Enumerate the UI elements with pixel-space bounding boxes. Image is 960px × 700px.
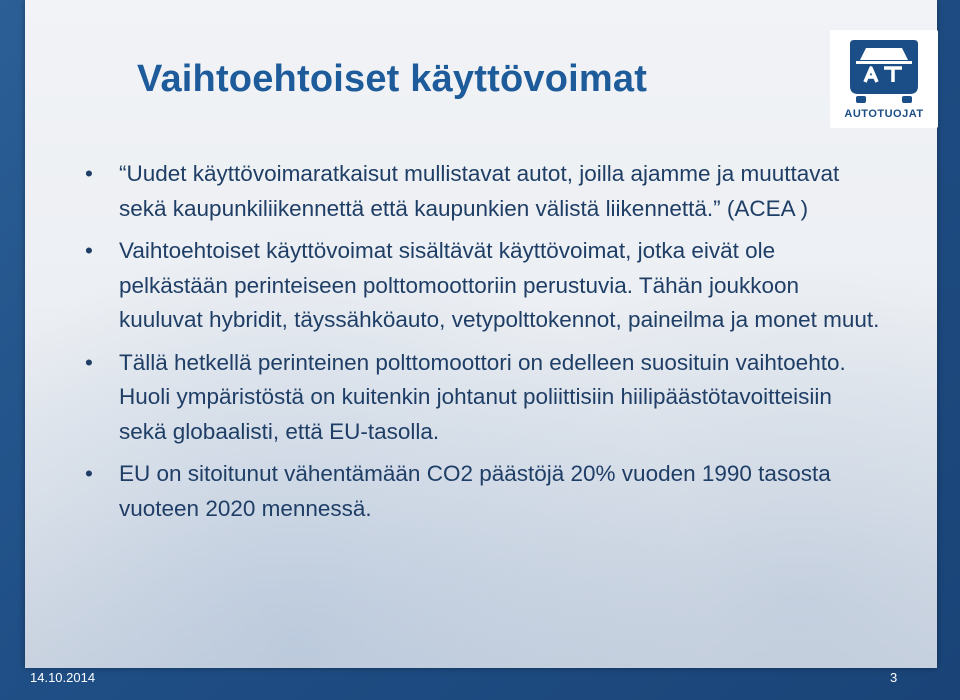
bullet-marker: • <box>85 161 93 186</box>
bullet-text: Tällä hetkellä perinteinen polttomoottori on edelleen suosituin vaihtoehto. Huoli ympäristöstä on kuitenkin johtanut poliittisiin hiilipäästötavoitteisiin sekä globaalisti, että EU-tasolla. <box>119 349 846 444</box>
logo-text: AUTOTUOJAT <box>844 108 924 120</box>
slide-panel <box>25 0 937 668</box>
footer-date: 14.10.2014 <box>30 670 96 685</box>
bullet-marker: • <box>85 461 93 486</box>
bullet-marker: • <box>85 349 93 375</box>
bullet-marker: • <box>85 238 93 263</box>
bullet-text: “Uudet käyttövoimaratkaisut mullistavat autot, joilla ajamme ja muuttavat sekä kaupunkiliikennettä että kaupunkien välistä liikennettä.” (ACEA ) <box>119 161 840 221</box>
bullet-item <box>85 346 885 450</box>
bullet-item <box>85 234 885 338</box>
bullet-text: Vaihtoehtoiset käyttövoimat sisältävät käyttövoimat, jotka eivät ole pelkästään perinteiseen polttomoottoriin perustuvia. Tähän joukkoon kuuluvat hybridit, täyssähköauto, vetypolttokennot, paineilma ja monet muut. <box>119 238 880 332</box>
car-at-logo-icon <box>844 34 924 108</box>
slide-title: Vaihtoehtoiset käyttövoimat <box>137 58 648 100</box>
page-number: 3 <box>890 670 898 685</box>
bullet-item <box>85 157 885 226</box>
bullet-list <box>85 157 885 534</box>
autotuojat-logo <box>830 30 938 128</box>
bullet-item <box>85 457 885 526</box>
bullet-text: EU on sitoitunut vähentämään CO2 päästöjä 20% vuoden 1990 tasosta vuoteen 2020 mennessä. <box>119 461 831 521</box>
